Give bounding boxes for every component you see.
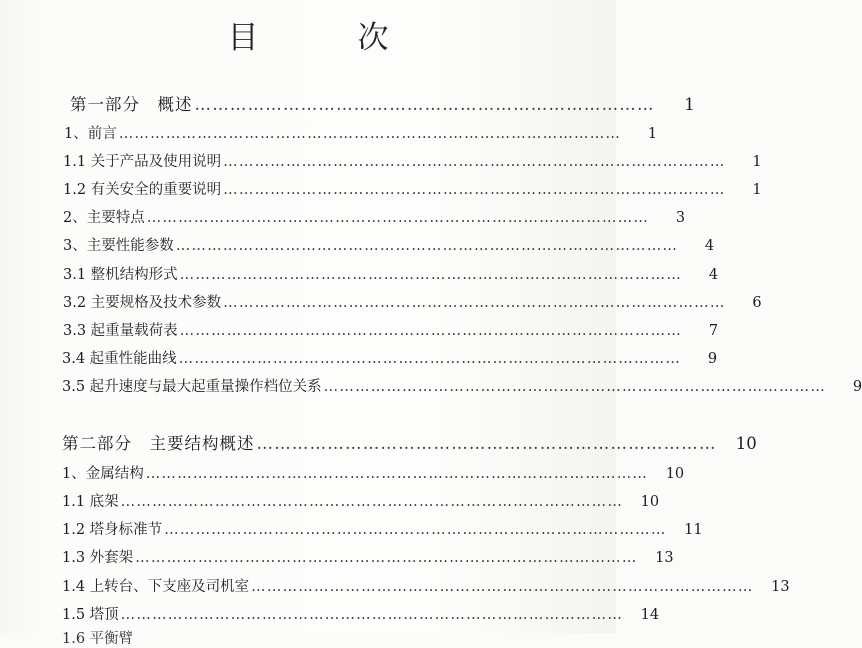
- toc-entry-page: 10: [735, 434, 757, 453]
- toc-entry-label: 1.6 平衡臂: [62, 631, 134, 647]
- dot-leader: ……………………………………………………………………………………: [118, 126, 622, 142]
- toc-entry[interactable]: [64, 122, 658, 143]
- toc-entry-page: 11: [684, 522, 703, 538]
- toc-entry[interactable]: [63, 234, 715, 255]
- toc-entry-page: 7: [708, 323, 719, 339]
- toc-entry-label: 1.3 外套架: [62, 550, 134, 566]
- dot-leader: ……………………………………………………………………………………: [135, 550, 638, 566]
- toc-entry-label: 3.1 整机结构形式: [63, 267, 178, 283]
- dot-leader: ……………………………………………………………………………………: [223, 295, 726, 311]
- dot-leader: ……………………………………………………………………………………: [223, 154, 726, 170]
- toc-entry-label: 1.2 塔身标准节: [62, 522, 163, 538]
- toc-entry-label: 3.2 主要规格及技术参数: [63, 295, 222, 311]
- dot-leader: ……………………………………………………………………………………: [323, 379, 827, 395]
- toc-entry[interactable]: [70, 91, 695, 115]
- toc-entry[interactable]: [62, 375, 862, 396]
- toc-entry[interactable]: [63, 291, 762, 312]
- toc-entry-label: 1.2 有关安全的重要说明: [63, 182, 222, 198]
- toc-entry[interactable]: [62, 518, 703, 539]
- toc-entry-page: 1: [647, 126, 658, 142]
- toc-entry[interactable]: [62, 575, 790, 596]
- toc-entry-page: 1: [752, 154, 762, 170]
- toc-entry-label: 1.5 塔顶: [62, 607, 119, 623]
- toc-entry[interactable]: [63, 206, 686, 227]
- toc-entry-label: 3.3 起重量载荷表: [63, 323, 178, 339]
- toc-entry-label: 3.4 起重性能曲线: [62, 351, 177, 367]
- toc-entry[interactable]: [62, 546, 674, 567]
- toc-entry-page: 4: [704, 238, 715, 254]
- toc-entry-page: 6: [752, 295, 762, 311]
- toc-entry[interactable]: [63, 178, 762, 199]
- toc-entry[interactable]: [62, 627, 552, 648]
- toc-entry-label: 1.4 上转台、下支座及司机室: [62, 579, 250, 595]
- toc-entry-page: 13: [771, 579, 790, 595]
- toc-entry[interactable]: [62, 462, 685, 483]
- toc-entry-label: 第一部分 概述: [70, 95, 193, 114]
- toc-entry-label: 1.1 关于产品及使用说明: [63, 154, 222, 170]
- toc-entry-page: 10: [665, 466, 685, 482]
- toc-entry-label: 1、前言: [64, 126, 117, 142]
- dot-leader: ……………………………………………………………………………………: [223, 182, 726, 198]
- dot-leader: ……………………………………………………………………………………: [179, 323, 683, 339]
- toc-entry-page: 9: [707, 351, 718, 367]
- toc-title: 目 次: [227, 20, 423, 56]
- toc-entry[interactable]: [62, 430, 757, 454]
- dot-leader: ……………………………………………………………………………………: [145, 466, 649, 482]
- dot-leader: ……………………………………………………………………………………: [175, 238, 679, 254]
- toc-entry-page: 13: [655, 550, 674, 566]
- dot-leader: ……………………………………………………………………………………: [178, 351, 682, 367]
- toc-entry[interactable]: [63, 150, 762, 171]
- toc-entry-page: 9: [852, 379, 862, 395]
- toc-entry-page: 3: [675, 210, 686, 226]
- toc-entry[interactable]: [62, 347, 718, 368]
- toc-entry-page: 10: [640, 494, 660, 510]
- toc-entry-page: 14: [640, 607, 660, 623]
- toc-entry[interactable]: [62, 603, 660, 624]
- toc-entry-label: 3.5 起升速度与最大起重量操作档位关系: [62, 379, 322, 395]
- dot-leader: ……………………………………………………………………: [256, 434, 717, 453]
- toc-entry-label: 1.1 底架: [62, 494, 119, 510]
- toc-entry[interactable]: [63, 319, 719, 340]
- toc-entry-page: 1: [752, 182, 762, 198]
- dot-leader: ……………………………………………………………………………………: [120, 607, 624, 623]
- toc-entry[interactable]: [62, 490, 660, 511]
- dot-leader: ……………………………………………………………………………………: [164, 522, 667, 538]
- toc-entry-page: 1: [684, 95, 695, 114]
- dot-leader: ……………………………………………………………………………………: [120, 494, 624, 510]
- dot-leader: ……………………………………………………………………: [194, 95, 655, 114]
- toc-entry-label: 1、金属结构: [62, 466, 144, 482]
- toc-entry-label: 2、主要特点: [63, 210, 145, 226]
- dot-leader: ……………………………………………………………………………………: [179, 267, 683, 283]
- dot-leader: ……………………………………………………………………………………: [146, 210, 650, 226]
- toc-entry-page: 4: [708, 267, 719, 283]
- toc-entry[interactable]: [63, 263, 719, 284]
- toc-entry-label: 第二部分 主要结构概述: [62, 434, 255, 453]
- dot-leader: ……………………………………………………………………………………: [251, 579, 754, 595]
- toc-entry-label: 3、主要性能参数: [63, 238, 174, 254]
